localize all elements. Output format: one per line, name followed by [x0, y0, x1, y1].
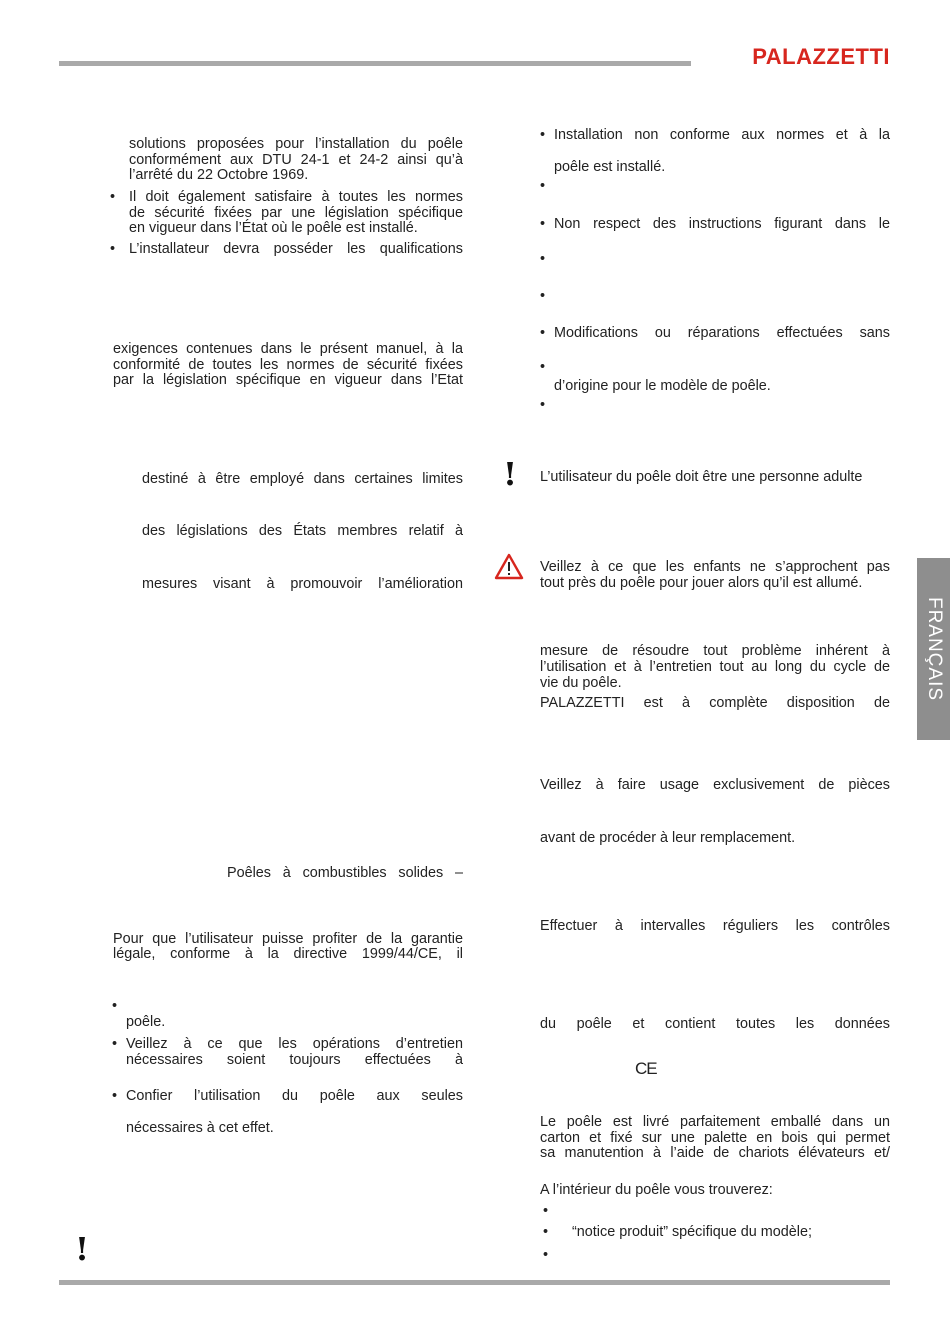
bullet: •: [540, 288, 546, 304]
left-line: nécessaires à cet effet.: [126, 1120, 274, 1136]
bullet: •: [540, 397, 546, 413]
header-rule: [59, 61, 691, 66]
right-line: Installation non conforme aux normes et à la: [554, 127, 890, 143]
exclamation-icon: !: [503, 455, 518, 493]
footer-rule: [59, 1280, 890, 1285]
bullet: •: [543, 1247, 549, 1263]
left-line: mesures visant à promouvoir l’amélioration: [142, 576, 463, 592]
right-line: Le poêle est livré parfaitement emballé dans un: [540, 1114, 890, 1130]
left-line: en vigueur dans l’État où le poêle est installé.: [129, 220, 418, 236]
bullet: •: [540, 251, 546, 267]
bullet: •: [540, 127, 546, 143]
left-line: Pour que l’utilisateur puisse profiter de la garantie: [113, 931, 463, 947]
left-line: destiné à être employé dans certaines limites: [142, 471, 463, 487]
left-line: des législations des États membres relatif à: [142, 523, 463, 539]
right-line: poêle est installé.: [554, 159, 666, 175]
right-line: vie du poêle.: [540, 675, 622, 691]
bullet: •: [540, 359, 546, 375]
bullet: •: [543, 1224, 549, 1240]
right-line: sa manutention à l’aide de chariots élévateurs et/: [540, 1145, 890, 1161]
right-line: Veillez à ce que les enfants ne s’approchent pas: [540, 559, 890, 575]
right-line: “notice produit” spécifique du modèle;: [572, 1224, 812, 1240]
right-line: L’utilisateur du poêle doit être une personne adulte: [540, 469, 863, 485]
left-line: légale, conforme à la directive 1999/44/CE, il: [113, 946, 463, 962]
left-line: solutions proposées pour l’installation du poêle: [129, 136, 463, 152]
language-tab-label: FRANÇAIS: [923, 596, 945, 702]
left-line: poêle.: [126, 1014, 166, 1030]
left-line: par la législation spécifique en vigueur dans l’Etat: [113, 372, 463, 388]
left-line: Il doit également satisfaire à toutes les normes: [129, 189, 463, 205]
right-line: avant de procéder à leur remplacement.: [540, 830, 796, 846]
left-line: exigences contenues dans le présent manuel, à la: [113, 341, 463, 357]
brand-logo: PALAZZETTI: [752, 44, 890, 69]
bullet: •: [110, 189, 116, 205]
bullet: •: [112, 998, 118, 1014]
right-line: A l’intérieur du poêle vous trouverez:: [540, 1182, 773, 1198]
bullet: •: [540, 216, 546, 232]
left-line: l’arrêté du 22 Octobre 1969.: [129, 167, 309, 183]
right-line: tout près du poêle pour jouer alors qu’il est allumé.: [540, 575, 863, 591]
right-line: d’origine pour le modèle de poêle.: [554, 378, 771, 394]
right-line: Modifications ou réparations effectuées sans: [554, 325, 890, 341]
left-line: L’installateur devra posséder les qualifications: [129, 241, 463, 257]
bullet: •: [110, 241, 116, 257]
left-line: nécessaires soient toujours effectuées à: [126, 1052, 463, 1068]
bullet: •: [112, 1036, 118, 1052]
right-line: l’utilisation et à l’entretien tout au long du cycle de: [540, 659, 890, 675]
left-line: Poêles à combustibles solides –: [227, 865, 463, 881]
warning-triangle-icon: [494, 553, 524, 580]
bullet: •: [543, 1203, 549, 1219]
right-line: PALAZZETTI est à complète disposition de: [540, 695, 890, 711]
bullet: •: [540, 325, 546, 341]
right-line: Effectuer à intervalles réguliers les contrôles: [540, 918, 890, 934]
right-line: mesure de résoudre tout problème inhérent à: [540, 643, 890, 659]
left-line: conformément aux DTU 24-1 et 24-2 ainsi qu’à: [129, 152, 463, 168]
exclamation-icon: !: [75, 1230, 90, 1268]
left-line: de sécurité fixées par une législation spécifique: [129, 205, 463, 221]
right-line: Non respect des instructions figurant dans le: [554, 216, 890, 232]
ce-mark: CE: [635, 1059, 657, 1078]
right-line: du poêle et contient toutes les données: [540, 1016, 890, 1032]
language-tab: [917, 558, 950, 740]
left-line: Confier l’utilisation du poêle aux seules: [126, 1088, 463, 1104]
bullet: •: [540, 178, 546, 194]
right-line: carton et fixé sur une palette en bois qui permet: [540, 1130, 890, 1146]
left-line: Veillez à ce que les opérations d’entretien: [126, 1036, 463, 1052]
left-line: conformité de toutes les normes de sécurité fixées: [113, 357, 463, 373]
right-line: Veillez à faire usage exclusivement de pièces: [540, 777, 890, 793]
bullet: •: [112, 1088, 118, 1104]
